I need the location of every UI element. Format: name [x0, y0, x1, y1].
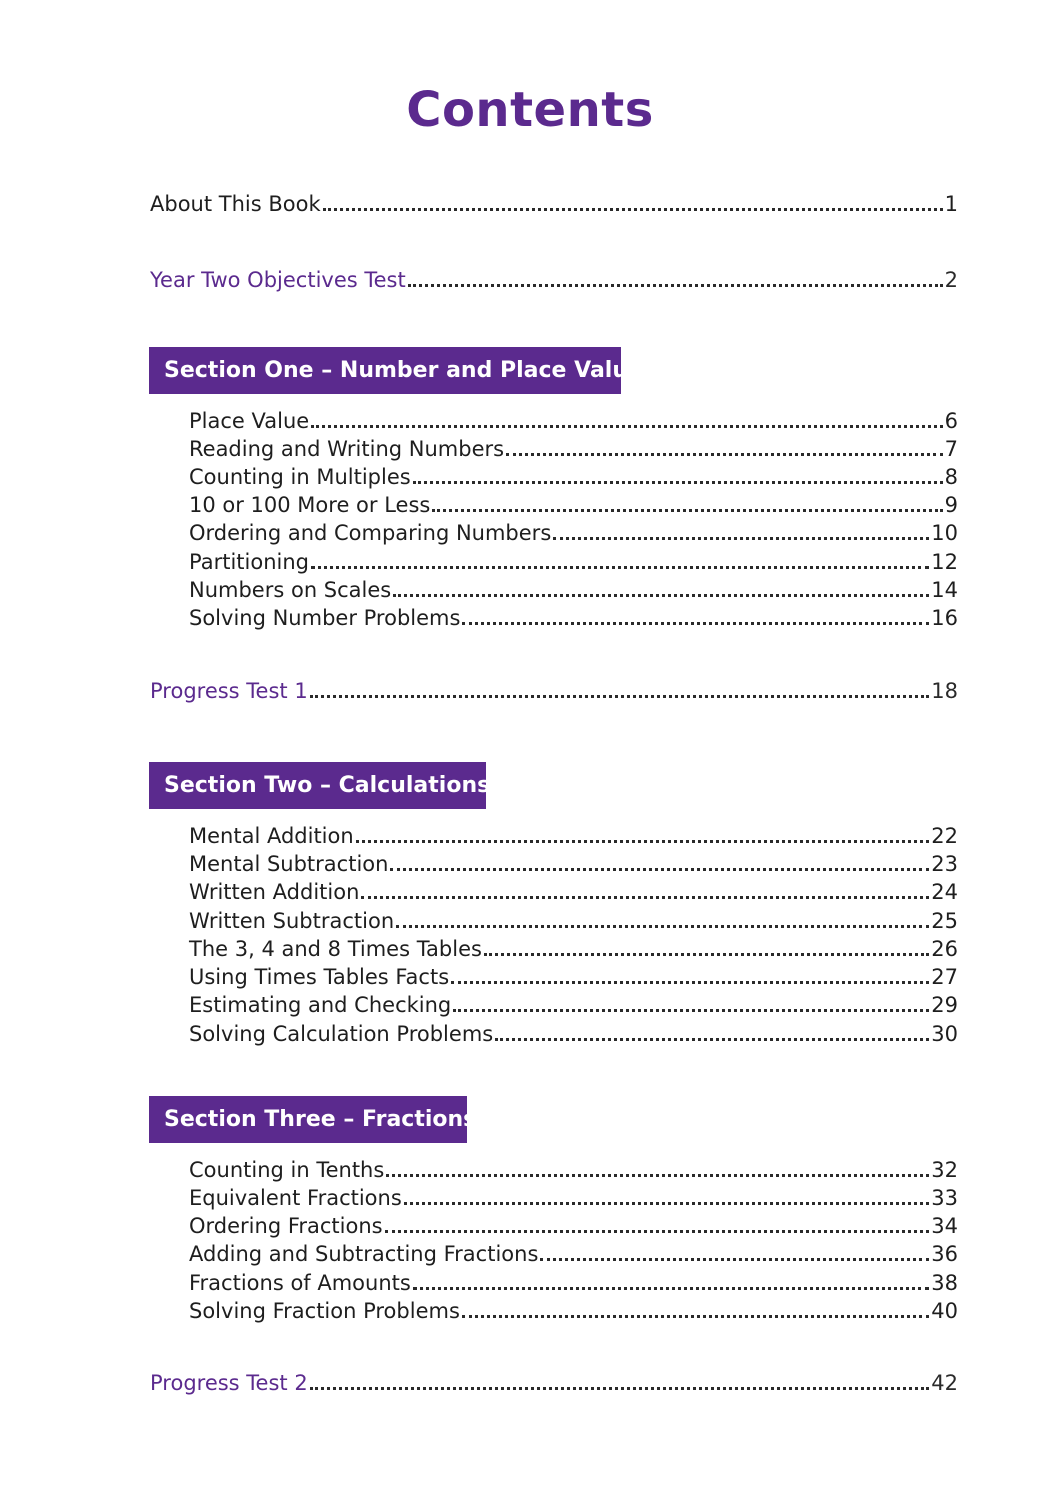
- toc-entry-page: 32: [931, 1158, 958, 1182]
- toc-entry[interactable]: [189, 850, 958, 878]
- leader-dots: [310, 1387, 930, 1390]
- toc-entry-label: Solving Number Problems: [189, 606, 461, 630]
- leader-dots: [553, 537, 929, 540]
- leader-dots: [311, 566, 929, 569]
- toc-entry-page: 30: [931, 1022, 958, 1046]
- leader-dots: [484, 953, 929, 956]
- toc-entry[interactable]: [189, 1020, 958, 1048]
- leader-dots: [432, 509, 942, 512]
- toc-entry[interactable]: [189, 963, 958, 991]
- toc-entry-label: Adding and Subtracting Fractions: [189, 1242, 539, 1266]
- toc-entry-page: 38: [931, 1271, 958, 1295]
- toc-entry-label: Solving Calculation Problems: [189, 1022, 494, 1046]
- toc-entry-page: 2: [944, 268, 958, 292]
- toc-entry[interactable]: [189, 435, 958, 463]
- toc-entry-page: 27: [931, 965, 958, 989]
- toc-entry-page: 1: [944, 192, 958, 216]
- toc-entry-progress-test-1[interactable]: [150, 677, 958, 705]
- toc-entry[interactable]: [189, 1184, 958, 1212]
- toc-entry-page: 22: [931, 824, 958, 848]
- toc-entry-label: Progress Test 2: [150, 1371, 308, 1395]
- toc-entry[interactable]: [189, 407, 958, 435]
- toc-entry-label: Equivalent Fractions: [189, 1186, 402, 1210]
- toc-entry-page: 25: [931, 909, 958, 933]
- toc-entry-page: 24: [931, 880, 958, 904]
- leader-dots: [540, 1258, 929, 1261]
- toc-entry-page: 33: [931, 1186, 958, 1210]
- toc-entry-page: 12: [931, 550, 958, 574]
- toc-entry-page: 10: [931, 521, 958, 545]
- toc-entry-page: 40: [931, 1299, 958, 1323]
- toc-entry-label: Reading and Writing Numbers: [189, 437, 505, 461]
- toc-entry[interactable]: [189, 907, 958, 935]
- toc-entry-label: About This Book: [150, 192, 321, 216]
- toc-entry-page: 7: [944, 437, 958, 461]
- toc-entry-page: 23: [931, 852, 958, 876]
- toc-entry[interactable]: [189, 878, 958, 906]
- section-two-heading: Section Two – Calculations: [149, 762, 486, 809]
- toc-entry-label: Progress Test 1: [150, 679, 308, 703]
- toc-entry-page: 34: [931, 1214, 958, 1238]
- toc-entry-page: 9: [944, 493, 958, 517]
- toc-entry-label: Partitioning: [189, 550, 309, 574]
- leader-dots: [495, 1038, 929, 1041]
- toc-entry-page: 14: [931, 578, 958, 602]
- toc-entry-label: Counting in Multiples: [189, 465, 411, 489]
- toc-entry-label: 10 or 100 More or Less: [189, 493, 431, 517]
- toc-entry-label: Written Addition: [189, 880, 360, 904]
- toc-entry-label: Year Two Objectives Test: [150, 268, 406, 292]
- toc-entry-objectives-test[interactable]: [150, 266, 958, 294]
- leader-dots: [451, 981, 929, 984]
- toc-entry[interactable]: [189, 1297, 958, 1325]
- toc-entry-page: 42: [931, 1371, 958, 1395]
- toc-entry[interactable]: [189, 548, 958, 576]
- toc-entry[interactable]: [189, 991, 958, 1019]
- toc-entry-page: 36: [931, 1242, 958, 1266]
- leader-dots: [453, 1009, 929, 1012]
- leader-dots: [413, 481, 943, 484]
- leader-dots: [361, 896, 929, 899]
- toc-entry-label: Written Subtraction: [189, 909, 395, 933]
- toc-entry-label: Fractions of Amounts: [189, 1271, 411, 1295]
- toc-entry-label: Counting in Tenths: [189, 1158, 385, 1182]
- toc-entry-label: Solving Fraction Problems: [189, 1299, 460, 1323]
- leader-dots: [390, 868, 929, 871]
- toc-entry[interactable]: [189, 604, 958, 632]
- toc-entry[interactable]: [189, 491, 958, 519]
- toc-entry[interactable]: [189, 1156, 958, 1184]
- leader-dots: [385, 1230, 930, 1233]
- leader-dots: [311, 425, 942, 428]
- leader-dots: [393, 594, 929, 597]
- leader-dots: [386, 1174, 929, 1177]
- section-three-heading: Section Three – Fractions: [149, 1096, 467, 1143]
- toc-entry[interactable]: [189, 1269, 958, 1297]
- toc-entry-page: 8: [944, 465, 958, 489]
- section-one-heading: Section One – Number and Place Value: [149, 347, 621, 394]
- toc-entry-label: Mental Addition: [189, 824, 354, 848]
- toc-entry-label: Ordering and Comparing Numbers: [189, 521, 552, 545]
- leader-dots: [323, 208, 943, 211]
- leader-dots: [462, 622, 929, 625]
- toc-entry-page: 18: [931, 679, 958, 703]
- toc-entry[interactable]: [189, 1212, 958, 1240]
- leader-dots: [310, 695, 930, 698]
- toc-entry-page: 6: [944, 409, 958, 433]
- toc-entry-page: 29: [931, 993, 958, 1017]
- leader-dots: [396, 925, 929, 928]
- toc-entry-about[interactable]: [150, 190, 958, 218]
- toc-entry-label: Mental Subtraction: [189, 852, 389, 876]
- toc-entry[interactable]: [189, 576, 958, 604]
- leader-dots: [413, 1287, 929, 1290]
- leader-dots: [462, 1315, 929, 1318]
- toc-entry[interactable]: [189, 519, 958, 547]
- toc-entry-page: 26: [931, 937, 958, 961]
- toc-entry-page: 16: [931, 606, 958, 630]
- toc-entry-label: Place Value: [189, 409, 310, 433]
- toc-entry-label: Ordering Fractions: [189, 1214, 383, 1238]
- toc-entry[interactable]: [189, 1240, 958, 1268]
- toc-entry-label: Estimating and Checking: [189, 993, 452, 1017]
- leader-dots: [356, 840, 930, 843]
- toc-entry[interactable]: [189, 935, 958, 963]
- toc-entry-label: Using Times Tables Facts: [189, 965, 450, 989]
- toc-entry[interactable]: [189, 463, 958, 491]
- toc-entry[interactable]: [189, 822, 958, 850]
- toc-entry-label: The 3, 4 and 8 Times Tables: [189, 937, 482, 961]
- leader-dots: [506, 453, 943, 456]
- leader-dots: [408, 284, 943, 287]
- toc-entry-label: Numbers on Scales: [189, 578, 392, 602]
- leader-dots: [404, 1202, 929, 1205]
- toc-entry-progress-test-2[interactable]: [150, 1369, 958, 1397]
- page-title: Contents: [406, 82, 654, 138]
